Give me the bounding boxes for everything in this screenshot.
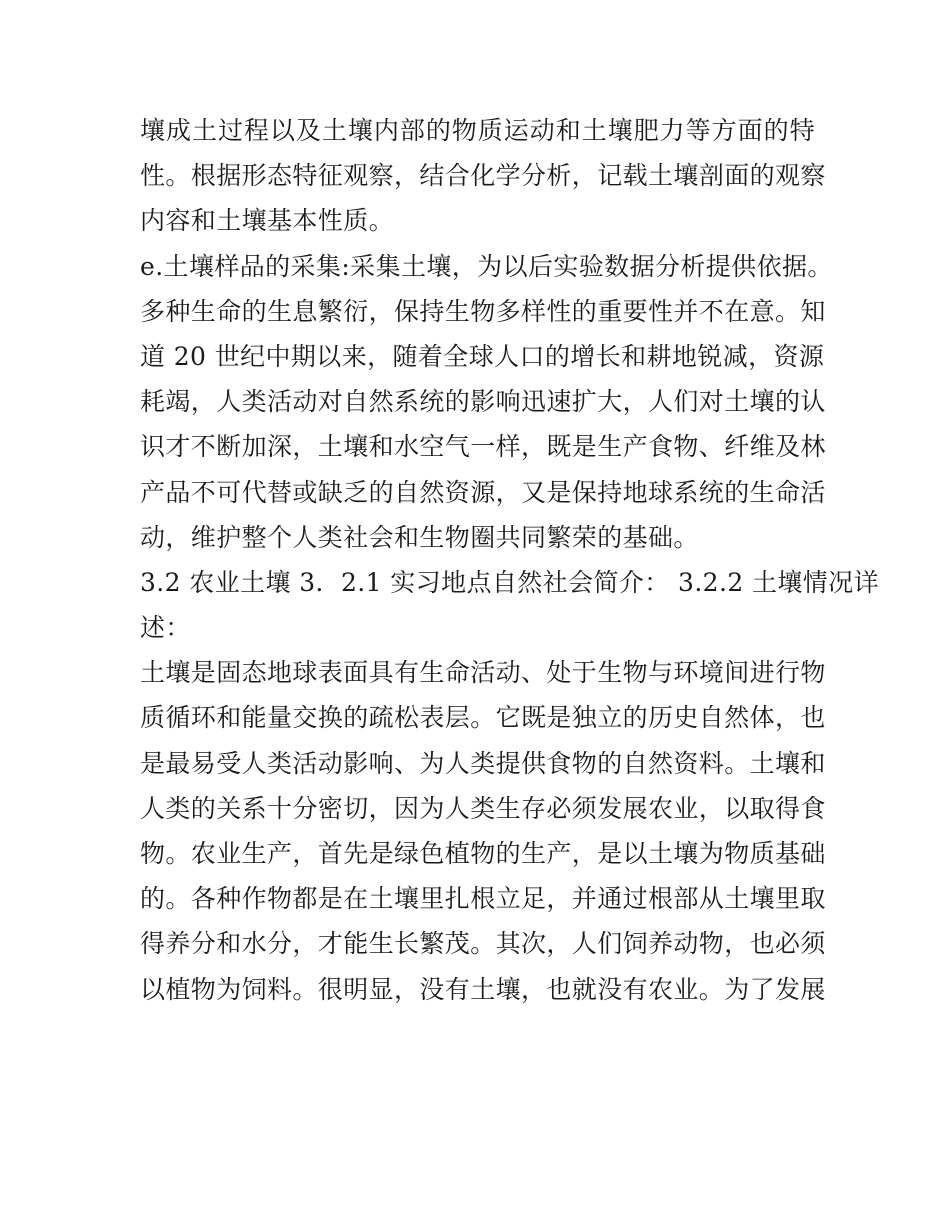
text-line: 多种生命的生息繁衍，保持生物多样性的重要性并不在意。知 <box>140 296 826 326</box>
text-line: 道 20 世纪中期以来，随着全球人口的增长和耕地锐减，资源 <box>140 341 825 371</box>
text-line: 内容和土壤基本性质。 <box>140 206 395 236</box>
text-line: 得养分和水分，才能生长繁茂。其次，人们饲养动物，也必须 <box>140 929 826 959</box>
text-line: 耗竭，人类活动对自然系统的影响迅速扩大，人们对土壤的认 <box>140 387 826 417</box>
text-line: 以植物为饲料。很明显，没有土壤，也就没有农业。为了发展 <box>140 974 826 1004</box>
text-line: 动，维护整个人类社会和生物圈共同繁荣的基础。 <box>140 522 699 552</box>
text-line: 识才不断加深，土壤和水空气一样，既是生产食物、纤维及林 <box>140 432 826 462</box>
text-line: 土壤是固态地球表面具有生命活动、处于生物与环境间进行物 <box>140 658 826 688</box>
text-line: 性。根据形态特征观察，结合化学分析，记载土壤剖面的观察 <box>140 161 826 191</box>
text-line: 产品不可代替或缺乏的自然资源，又是保持地球系统的生命活 <box>140 477 826 507</box>
text-line: 人类的关系十分密切，因为人类生存必须发展农业，以取得食 <box>140 793 826 823</box>
text-line: 物。农业生产，首先是绿色植物的生产，是以土壤为物质基础 <box>140 839 826 868</box>
text-line: 是最易受人类活动影响、为人类提供食物的自然资料。土壤和 <box>140 748 826 778</box>
text-line: e.土壤样品的采集:采集土壤，为以后实验数据分析提供依据。 <box>140 251 833 281</box>
text-line: 壤成土过程以及土壤内部的物质运动和土壤肥力等方面的特 <box>140 116 815 145</box>
section-heading-line: 述： <box>140 613 191 643</box>
text-line: 的。各种作物都是在土壤里扎根立足，并通过根部从土壤里取 <box>140 884 826 914</box>
text-line: 质循环和能量交换的疏松表层。它既是独立的历史自然体，也 <box>140 703 826 733</box>
document-page <box>140 108 879 1012</box>
section-heading-line: 3.2 农业土壤 3．2.1 实习地点自然社会简介： 3.2.2 土壤情况详 <box>140 567 879 597</box>
